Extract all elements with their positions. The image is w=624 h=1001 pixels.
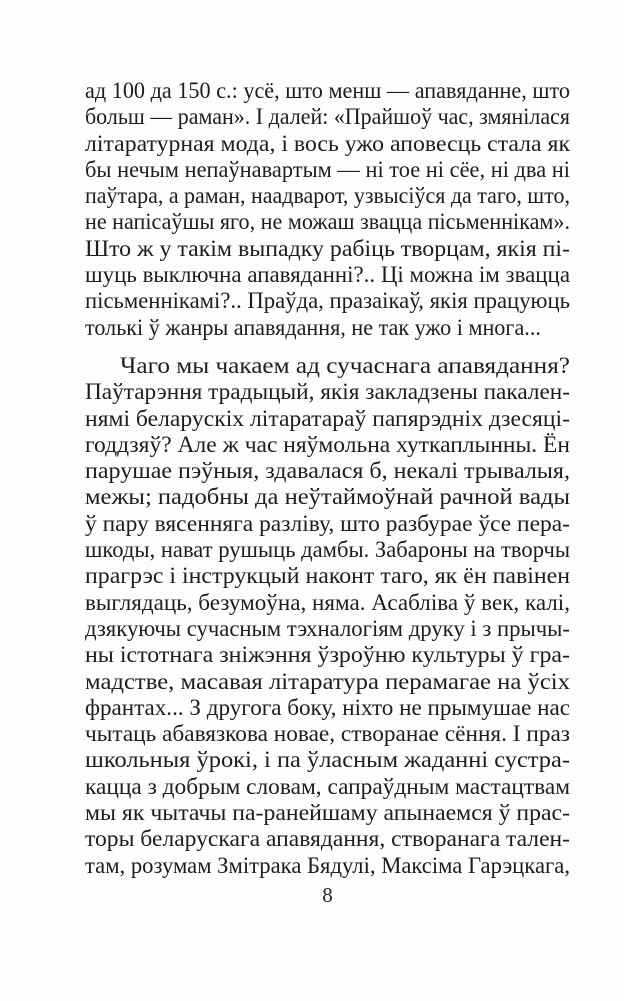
text-line [85, 315, 570, 341]
text-line-content: прагрэс і інструкцый наконт таго, як ён павінен [85, 563, 570, 589]
text-line [85, 183, 570, 209]
paragraph [85, 78, 570, 341]
text-line-content: ад 100 да 150 с.: усё, што менш — апавяданне, што [85, 78, 570, 103]
text-line [85, 511, 570, 537]
text-line [85, 288, 570, 314]
text-line [85, 209, 570, 235]
text-line [85, 406, 570, 432]
text-line-content: бы нечым непаўнавартым — ні тое ні сёе, ні два ні [85, 156, 570, 182]
text-line-content: франтах... З другога боку, ніхто не прымушае нас [85, 694, 570, 720]
text-line [85, 774, 570, 800]
text-line-content: годдзяў? Але ж час няўмольна хуткаплынны. Ён [85, 431, 570, 457]
text-line-content: пісьменнікамі?.. Праўда, празаікаў, якія працуюць [85, 288, 570, 314]
text-line-content: Паўтарэння традыцый, якія закладзены пакален- [85, 379, 570, 405]
text-line [85, 826, 570, 852]
text-line [85, 669, 570, 695]
text-line-content: чытаць абавязкова новае, створанае сёння. І праз [85, 721, 570, 747]
text-line [85, 432, 570, 458]
text-line-content: кацца з добрым словам, сапраўдным мастацтвам [85, 773, 570, 799]
text-line-content: мадстве, масавая літаратура перамагае на ўсіх [85, 668, 570, 694]
text-line [85, 78, 570, 104]
text-line-content: школьныя ўрокі, і па ўласным жаданні сустра- [85, 747, 570, 773]
text-line [85, 537, 570, 563]
text-line [85, 721, 570, 747]
text-line [85, 695, 570, 721]
text-line-content: нямі беларускіх літаратараў папярэдніх дзесяці- [85, 405, 570, 431]
text-line [85, 853, 570, 879]
text-line-content: торы беларускага апавядання, створанага тален- [85, 826, 570, 852]
text-line [85, 616, 570, 642]
text-line [85, 379, 570, 405]
text-line [85, 236, 570, 262]
text-line [85, 800, 570, 826]
text-line-content: межы; падобны да неўтаймоўнай рачной вады [85, 484, 570, 510]
text-line-content: паўтара, а раман, наадварот, узвысіўся да таго, што, [85, 183, 570, 209]
text-line [85, 747, 570, 773]
text-line-content: не напісаўшы яго, не можаш звацца пісьменнікам». [85, 209, 570, 235]
text-line [85, 353, 570, 379]
text-line [85, 563, 570, 589]
text-line [85, 458, 570, 484]
text-line [85, 590, 570, 616]
text-line-content: там, розумам Змітрака Бядулі, Максіма Гарэцкага, [85, 852, 570, 878]
text-line [85, 262, 570, 288]
text-line-content: ны істотнага зніжэння ўзроўню культуры ў гра- [85, 642, 570, 668]
text-line [85, 484, 570, 510]
text-line-content: больш — раман». І далей: «Прайшоў час, змянілася [85, 104, 570, 130]
text-line-content: дзякуючы сучасным тэхналогіям друку і з прычы- [85, 615, 570, 641]
text-line-content: шуць выключна апавяданні?.. Ці можна ім звацца [85, 262, 570, 288]
page-text [85, 78, 570, 879]
text-line-content: парушае пэўныя, здавалася б, некалі трывалыя, [85, 458, 570, 484]
text-line [85, 104, 570, 130]
paragraph [85, 353, 570, 879]
text-line-content: выглядаць, безумоўна, няма. Асабліва ў век, калі, [85, 589, 570, 615]
text-line-content: толькі ў жанры апавядання, не так ужо і многа... [85, 314, 541, 340]
page-number: 8 [322, 883, 333, 907]
text-line [85, 642, 570, 668]
text-line-content: літаратурная мода, і вось ужо аповесць стала як [85, 130, 570, 156]
text-line-content: мы як чытачы па-ранейшаму апынаемся ў прас- [85, 800, 570, 826]
text-line-content: Чаго мы чакаем ад сучаснага апавядання? [120, 352, 570, 378]
text-line-content: ў пару вясенняга разліву, што разбурае ўсе пера- [85, 510, 570, 536]
text-line [85, 157, 570, 183]
text-line-content: шкоды, нават рушыць дамбы. Забароны на творчы [85, 537, 570, 563]
text-line [85, 131, 570, 157]
text-line-content: Што ж у такім выпадку рабіць творцам, якія пі- [85, 235, 570, 261]
